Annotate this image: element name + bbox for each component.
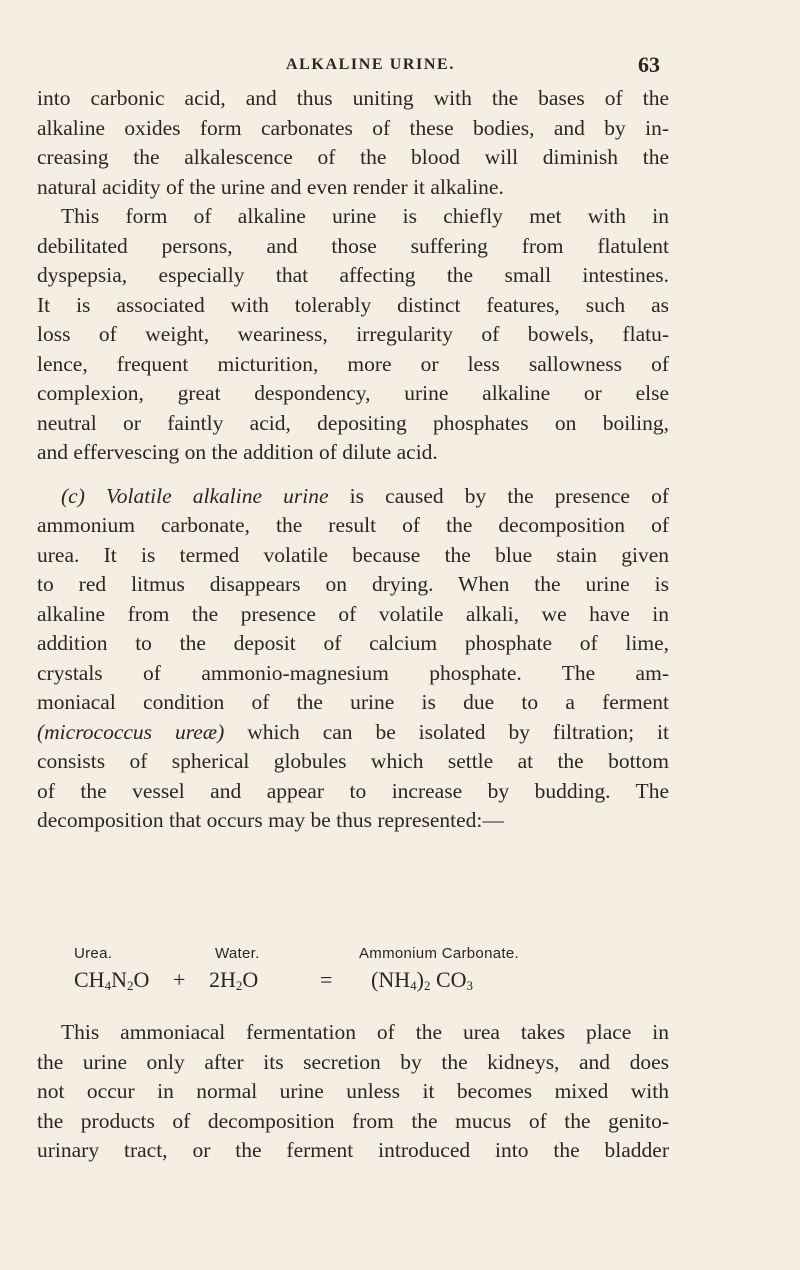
chemical-equation: [37, 945, 669, 1005]
text-line: and effervescing on the addition of dilute acid.: [37, 440, 438, 464]
text-line: loss of weight, weariness, irregularity of bowels, flatu-: [37, 322, 669, 346]
running-head: [0, 52, 800, 78]
text-line: alkaline from the presence of volatile alkali, we have in: [37, 601, 669, 626]
text-line: dyspepsia, especially that affecting the small intestines.: [37, 263, 669, 287]
body-text: [37, 84, 669, 836]
running-title: ALKALINE URINE.: [286, 56, 455, 73]
text-line: natural acidity of the urine and even render it alkaline.: [37, 174, 504, 199]
text-line: of the vessel and appear to increase by budding. The: [37, 778, 669, 803]
text-line: debilitated persons, and those suffering from flatulent: [37, 233, 669, 258]
paragraph-volatile-alkaline: [37, 482, 669, 836]
text-line: alkaline oxides form carbonates of these bodies, and by in-: [37, 115, 669, 140]
urea-label: Urea.: [74, 945, 113, 962]
text-line: urea. It is termed volatile because the blue stain given: [37, 542, 669, 567]
plus-sign: +: [173, 967, 186, 992]
text-line: to red litmus disappears on drying. When the urine is: [37, 572, 669, 596]
text-line: complexion, great despondency, urine alkaline or else: [37, 381, 669, 405]
section-heading: (c) Volatile alkaline urine: [61, 483, 329, 508]
text-line: the urine only after its secretion by the kidneys, and does: [37, 1049, 669, 1074]
text-line: creasing the alkalescence of the blood will diminish the: [37, 145, 669, 169]
text-line: decomposition that occurs may be thus represented:—: [37, 808, 504, 832]
text-line: neutral or faintly acid, depositing phosphates on boiling,: [37, 410, 669, 435]
water-label: Water.: [215, 945, 260, 962]
paragraph-ammoniacal-fermentation: [37, 1018, 669, 1166]
paragraph-continuation: [37, 84, 669, 202]
text-line: moniacal condition of the urine is due to a ferment: [37, 690, 669, 714]
text-line: [37, 718, 669, 748]
text-line: [37, 482, 669, 512]
ammonium-carbonate-formula: $(NH_4)_2$ $CO_3$: [371, 967, 473, 993]
paragraph-debilitated: [37, 202, 669, 468]
text-line: urinary tract, or the ferment introduced into the bladder: [37, 1138, 669, 1162]
ferment-name: (micrococcus ureæ): [37, 719, 225, 744]
text-line: ammonium carbonate, the result of the decomposition of: [37, 513, 669, 537]
text-line: into carbonic acid, and thus uniting with the bases of the: [37, 86, 669, 110]
text-line: not occur in normal urine unless it becomes mixed with: [37, 1079, 669, 1103]
text-line: the products of decomposition from the mucus of the genito-: [37, 1108, 669, 1133]
text-span: is caused by the presence of: [328, 483, 670, 508]
page-number: 63: [638, 52, 660, 77]
text-line: It is associated with tolerably distinct features, such as: [37, 292, 669, 317]
text-span: which can be isolated by filtration; it: [224, 719, 669, 744]
text-line: This form of alkaline urine is chiefly met with in: [61, 204, 669, 228]
text-line: This ammoniacal fermentation of the urea takes place in: [61, 1020, 669, 1044]
text-line: crystals of ammonio-magnesium phosphate. The am-: [37, 660, 669, 685]
text-line: addition to the deposit of calcium phosphate of lime,: [37, 631, 669, 655]
equals-sign: =: [320, 967, 333, 992]
ammonium-carbonate-label: Ammonium Carbonate.: [359, 945, 519, 962]
water-formula: $2H_2O$: [209, 967, 259, 993]
urea-formula: $CH_4N_2O$: [74, 967, 150, 993]
text-line: lence, frequent micturition, more or less sallowness of: [37, 351, 669, 376]
text-line: consists of spherical globules which settle at the bottom: [37, 749, 669, 773]
